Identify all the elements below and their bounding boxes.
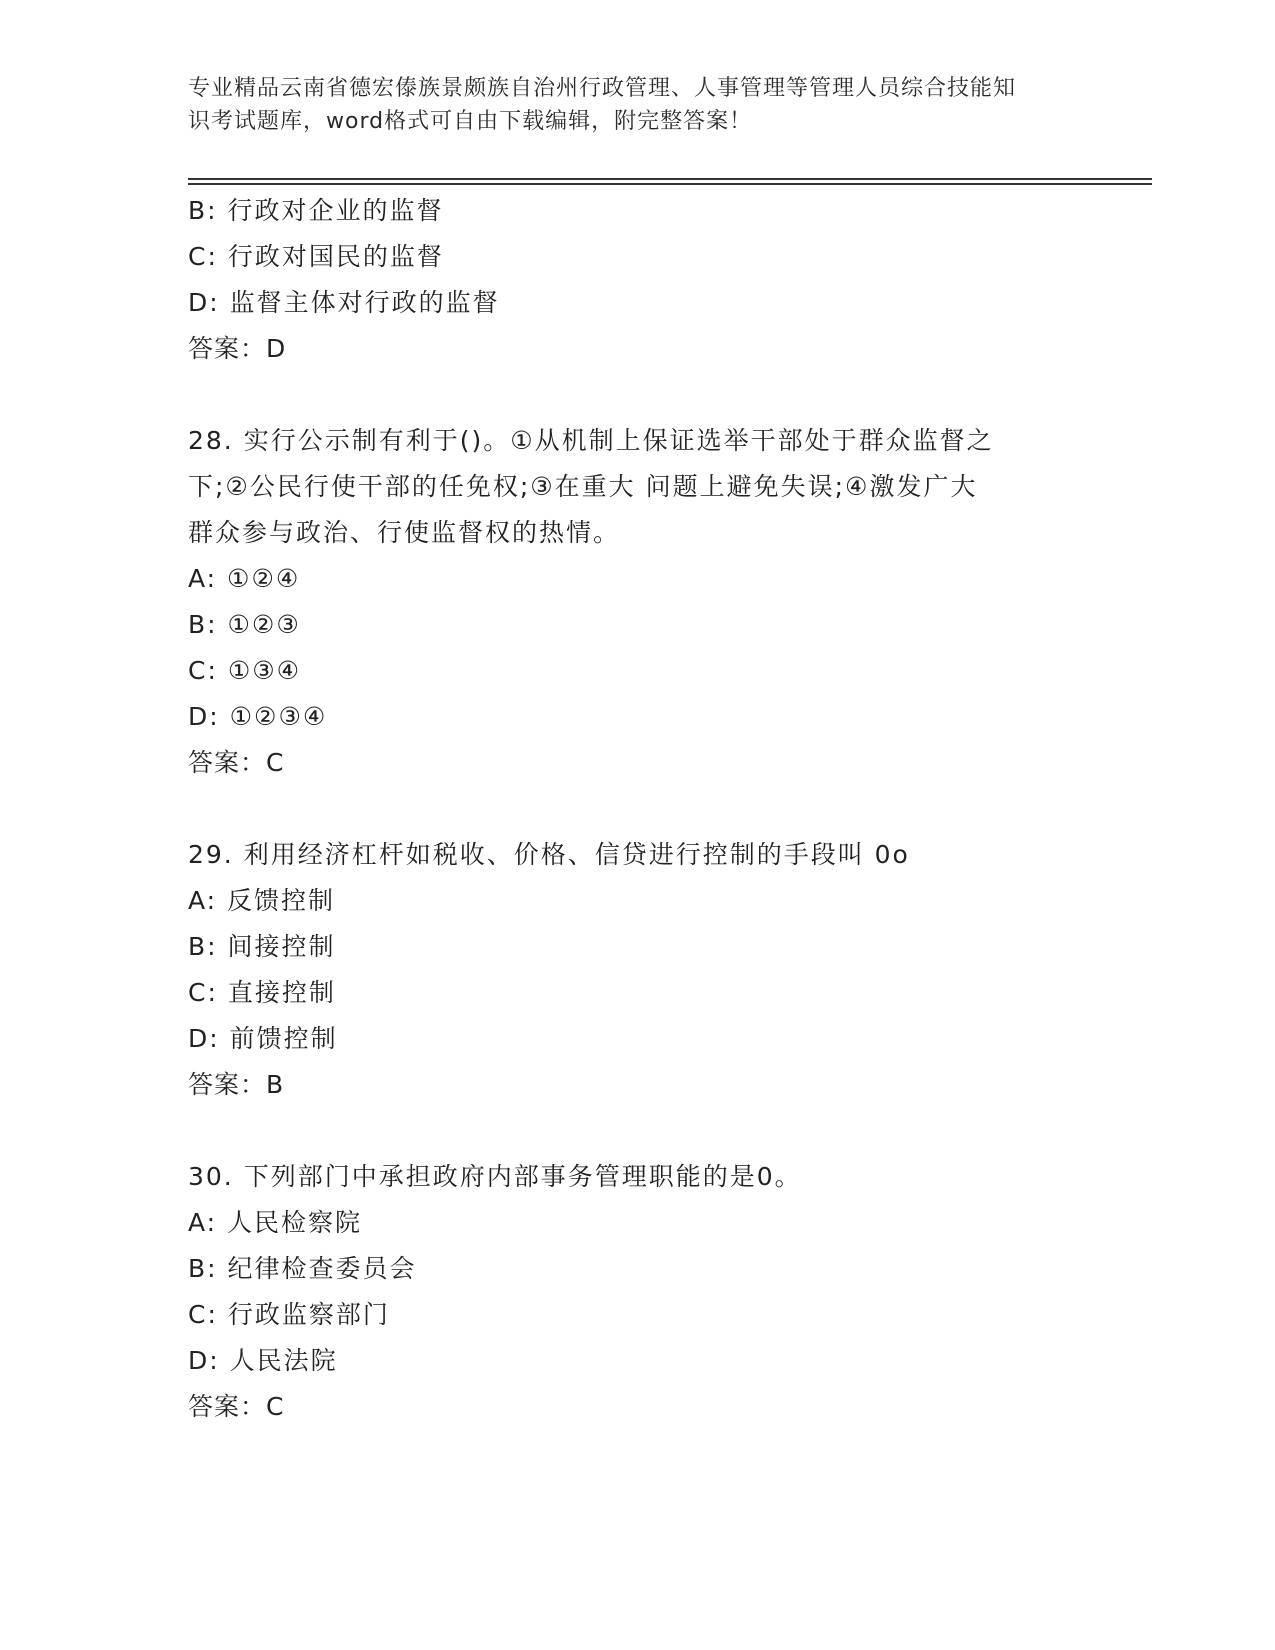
- option-a: A: ①②④: [188, 564, 301, 593]
- option-a: A: 人民检察院: [188, 1208, 363, 1237]
- answer: 答案：C: [188, 1392, 285, 1421]
- option-c: C: 行政监察部门: [188, 1300, 390, 1329]
- option-b: B: 纪律检查委员会: [188, 1254, 417, 1283]
- option-b: B: 行政对企业的监督: [188, 196, 444, 225]
- option-b: B: ①②③: [188, 610, 301, 639]
- question-list: [188, 188, 1108, 1430]
- option-a: A: 反馈控制: [188, 886, 336, 915]
- question-stem-line: 29. 利用经济杠杆如税收、价格、信贷进行控制的手段叫 0o: [188, 840, 910, 869]
- option-d: D: 人民法院: [188, 1346, 338, 1375]
- question-28: [188, 418, 1108, 786]
- answer: 答案：B: [188, 1070, 285, 1099]
- option-b: B: 间接控制: [188, 932, 336, 961]
- question-stem-line: 28. 实行公示制有利于()。①从机制上保证选举干部处于群众监督之: [188, 426, 994, 455]
- option-c: C: 行政对国民的监督: [188, 242, 444, 271]
- answer: 答案：C: [188, 748, 285, 777]
- option-d: D: 监督主体对行政的监督: [188, 288, 500, 317]
- option-d: D: ①②③④: [188, 702, 328, 731]
- question-30: [188, 1154, 1108, 1430]
- answer: 答案：D: [188, 334, 287, 363]
- document-header: [188, 72, 1088, 138]
- option-c: C: 直接控制: [188, 978, 336, 1007]
- option-d: D: 前馈控制: [188, 1024, 338, 1053]
- header-line-2: 识考试题库，word格式可自由下载编辑，附完整答案！: [188, 109, 753, 134]
- header-rule-bottom: [188, 183, 1152, 185]
- header-rule-top: [188, 178, 1152, 180]
- question-stem-line: 下;②公民行使干部的任免权;③在重大 问题上避免失误;④激发广大: [188, 472, 978, 501]
- question-27: [188, 188, 1108, 372]
- question-29: [188, 832, 1108, 1108]
- header-line-1: 专业精品云南省德宏傣族景颇族自治州行政管理、人事管理等管理人员综合技能知: [188, 76, 1017, 101]
- spacer: [188, 786, 1108, 832]
- question-stem-line: 30. 下列部门中承担政府内部事务管理职能的是0。: [188, 1162, 802, 1191]
- spacer: [188, 1108, 1108, 1154]
- spacer: [188, 372, 1108, 418]
- question-stem-line: 群众参与政治、行使监督权的热情。: [188, 518, 621, 547]
- option-c: C: ①③④: [188, 656, 302, 685]
